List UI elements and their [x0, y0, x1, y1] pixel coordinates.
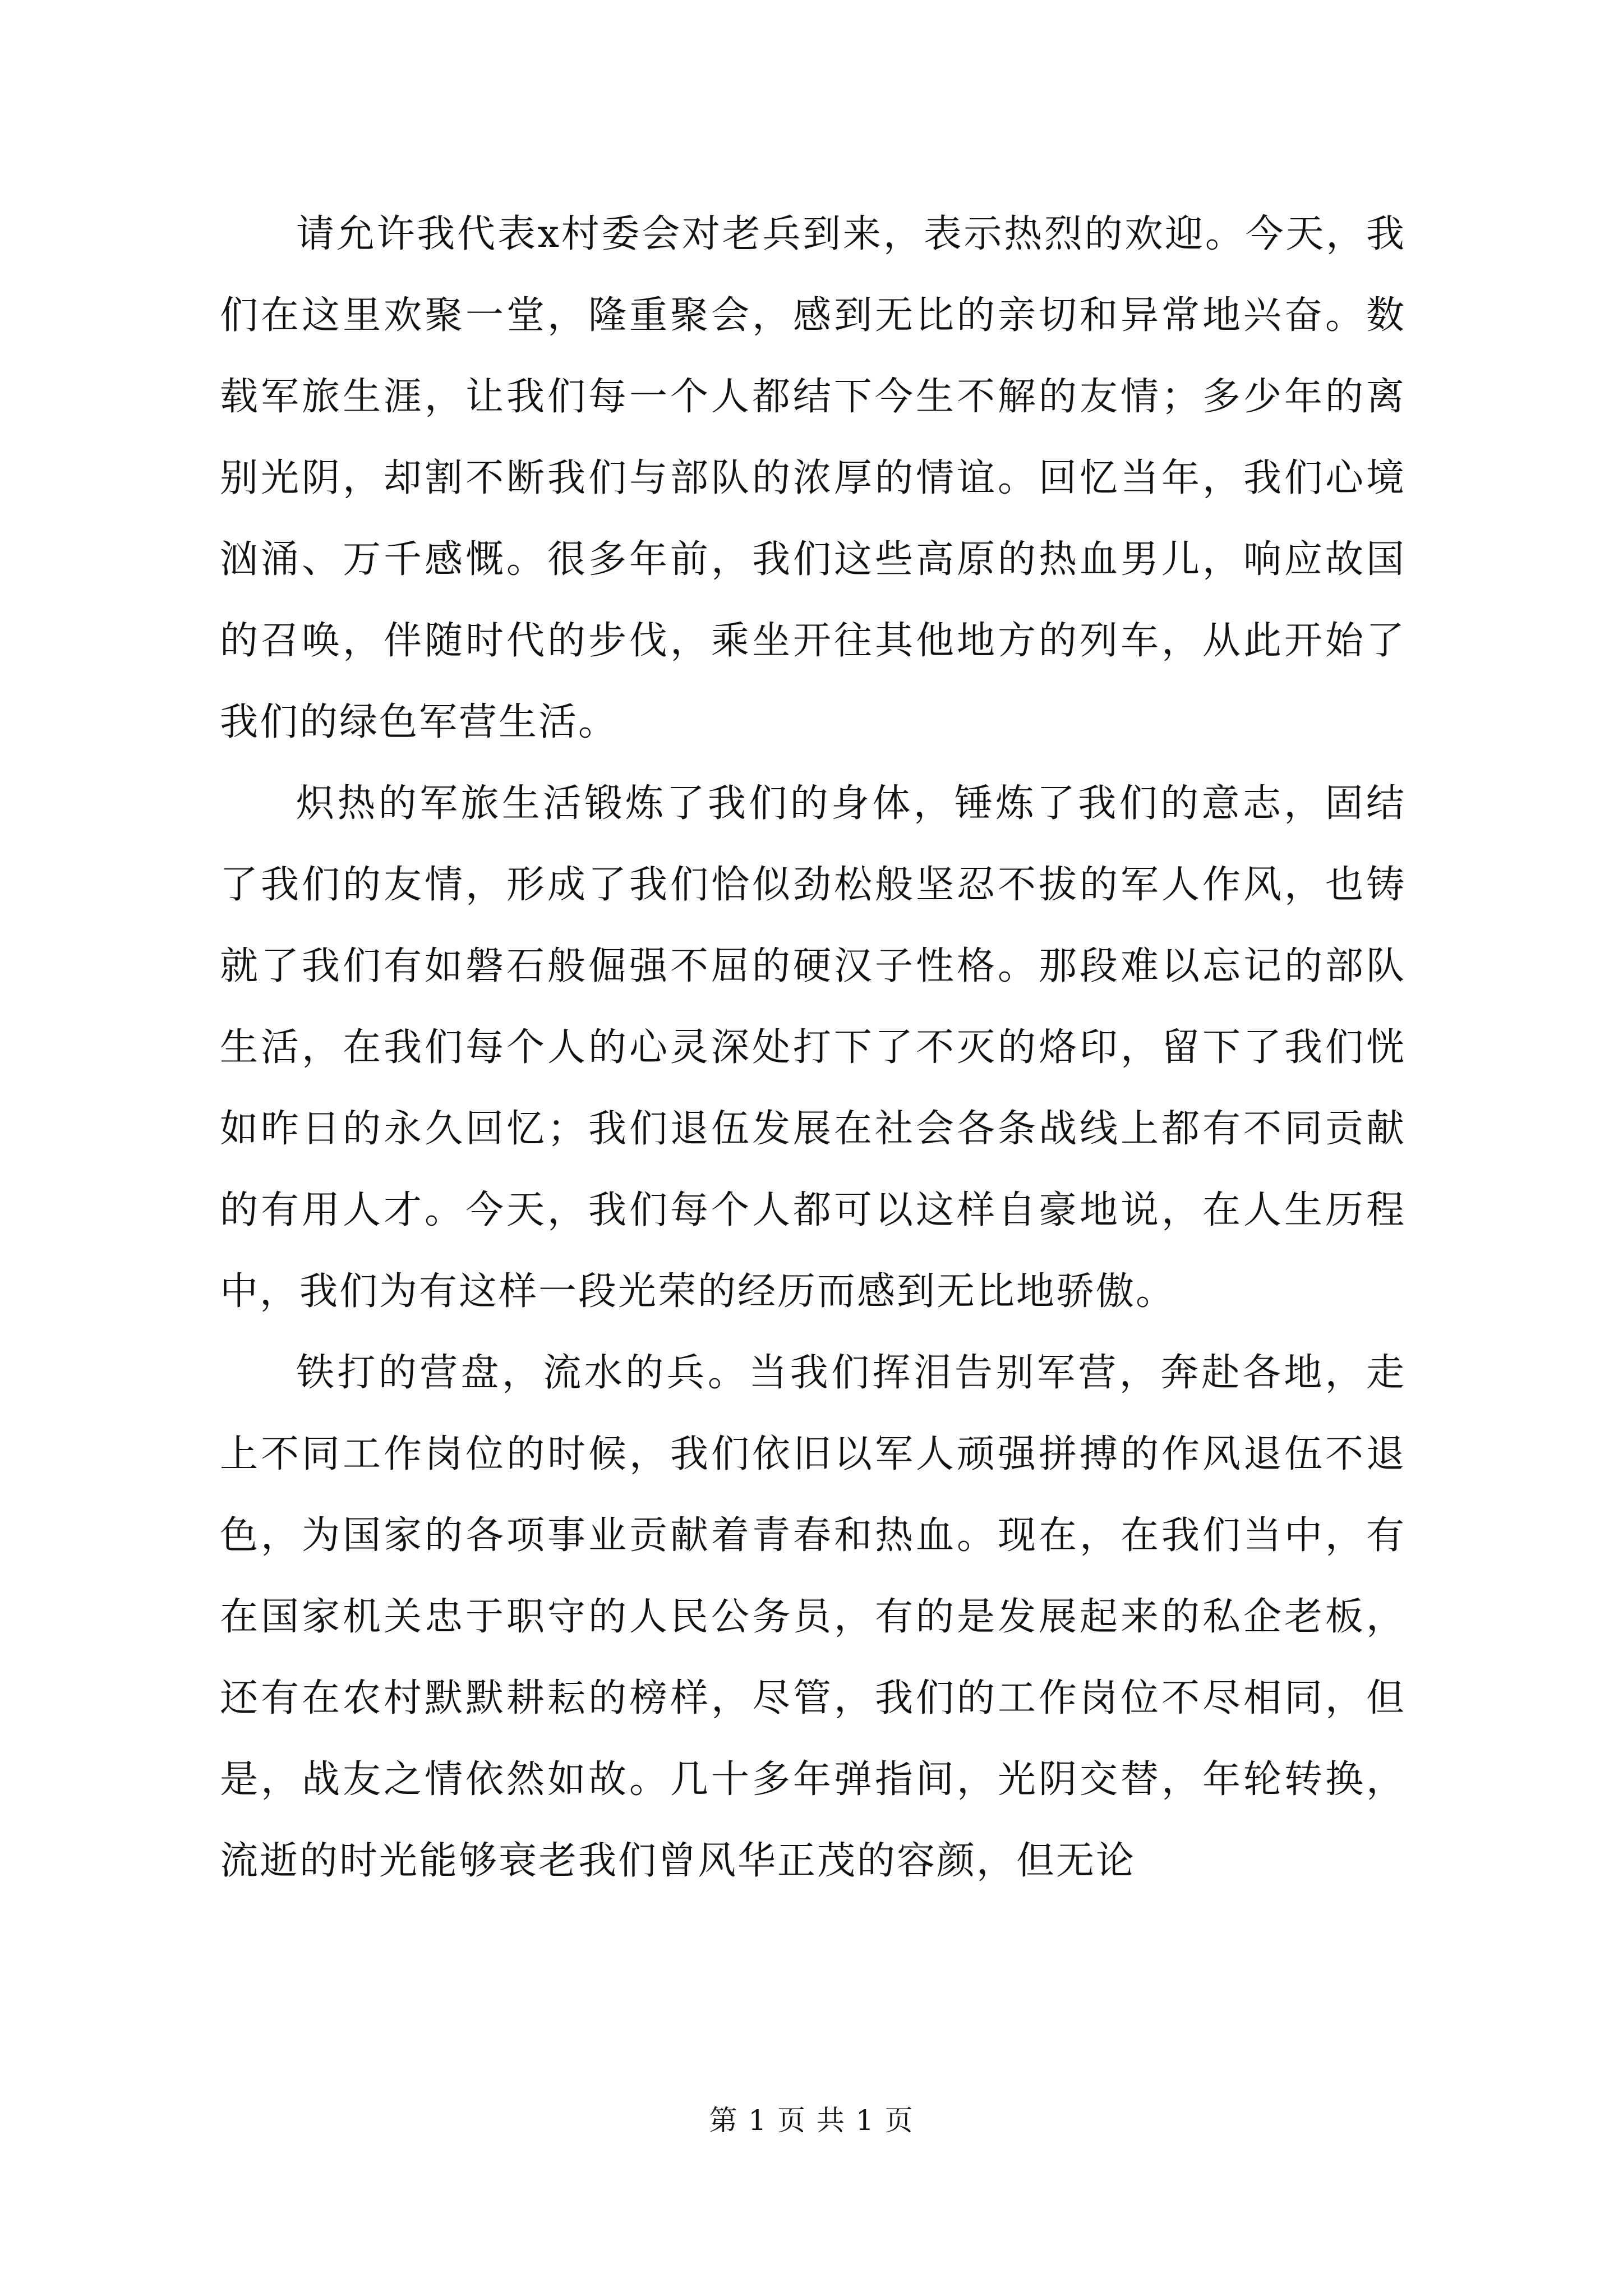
document-body	[220, 194, 1406, 1902]
page-footer	[0, 2101, 1623, 2140]
paragraph-3: 铁打的营盘，流水的兵。当我们挥泪告别军营，奔赴各地，走上不同工作岗位的时候，我们依旧以军人顽强拼搏的作风退伍不退色，为国家的各项事业贡献着青春和热血。现在，在我们当中，有在国家机关忠于职守的人民公务员，有的是发展起来的私企老板，还有在农村默默耕耘的榜样，尽管，我们的工作岗位不尽相同，但是，战友之情依然如故。几十多年弹指间，光阴交替，年轮转换，流逝的时光能够衰老我们曾风华正茂的容颜，但无论	[220, 1351, 1406, 1883]
page-number-label: 第 1 页 共 1 页	[709, 2104, 914, 2137]
paragraph-1: 请允许我代表x村委会对老兵到来，表示热烈的欢迎。今天，我们在这里欢聚一堂，隆重聚会，感到无比的亲切和异常地兴奋。数载军旅生涯，让我们每一个人都结下今生不解的友情；多少年的离别光阴，却割不断我们与部队的浓厚的情谊。回忆当年，我们心境汹涌、万千感慨。很多年前，我们这些高原的热血男儿，响应故国的召唤，伴随时代的步伐，乘坐开往其他地方的列车，从此开始了我们的绿色军营生活。	[220, 212, 1406, 744]
paragraph-2: 炽热的军旅生活锻炼了我们的身体，锤炼了我们的意志，固结了我们的友情，形成了我们恰似劲松般坚忍不拔的军人作风，也铸就了我们有如磐石般倔强不屈的硬汉子性格。那段难以忘记的部队生活，在我们每个人的心灵深处打下了不灭的烙印，留下了我们恍如昨日的永久回忆；我们退伍发展在社会各条战线上都有不同贡献的有用人才。今天，我们每个人都可以这样自豪地说，在人生历程中，我们为有这样一段光荣的经历而感到无比地骄傲。	[220, 781, 1406, 1314]
